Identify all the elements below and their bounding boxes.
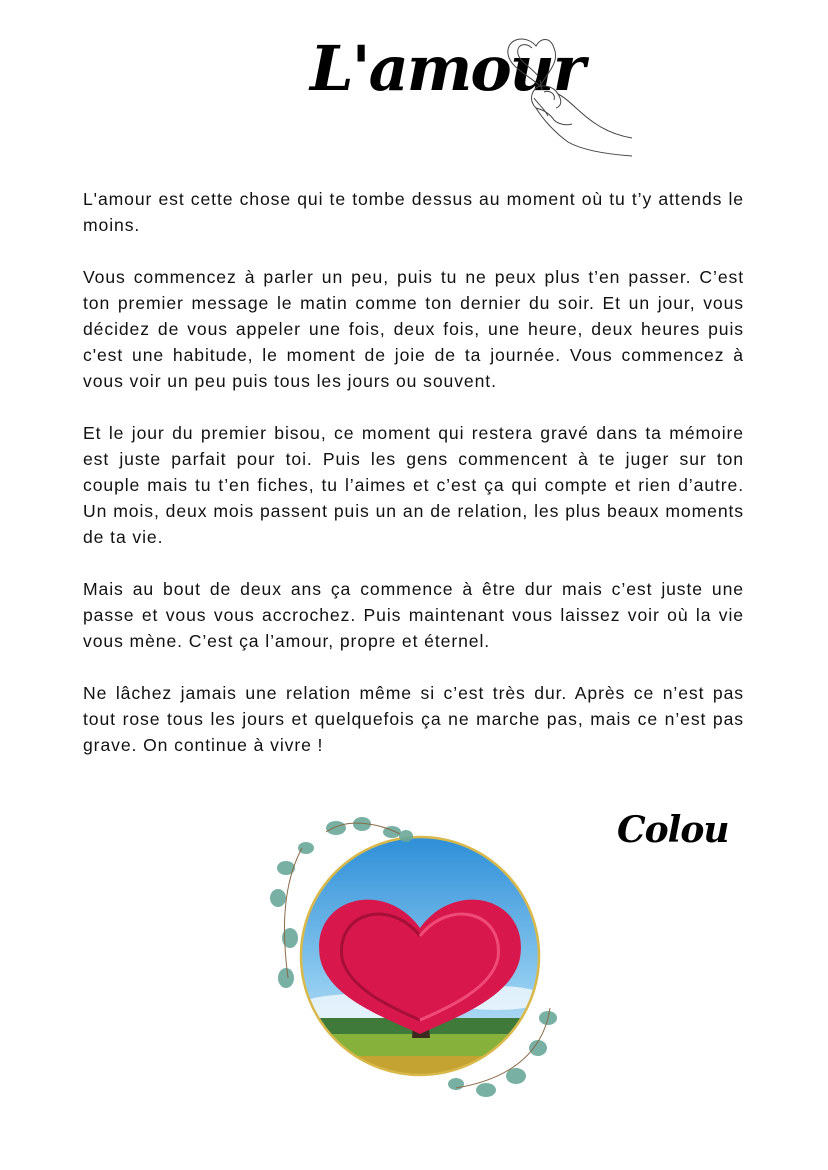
paragraph: Vous commencez à parler un peu, puis tu ne peux plus t’en passer. C’est ton premier message le matin comme ton dernier du soir. Et un jour, vous décidez de vous appeler une fois, deux fois, une heure, deux heures puis c'est une habitude, le moment de joie de ta journée. Vous commencez à vous voir un peu puis tous les jours ou souvent. — [83, 267, 744, 391]
heart-tree-icon — [266, 808, 566, 1100]
body-text — [83, 186, 744, 784]
paragraph: Mais au bout de deux ans ça commence à être dur mais c’est juste une passe et vous vous accrochez. Puis maintenant vous laissez voir où la vie vous mène. C’est ça l’amour, propre et éternel. — [83, 579, 744, 651]
signature: Colou — [617, 809, 729, 851]
paragraph: L'amour est cette chose qui te tombe dessus au moment où tu t’y attends le moins. — [83, 189, 744, 235]
paragraph: Et le jour du premier bisou, ce moment qui restera gravé dans ta mémoire est juste parfait pour toi. Puis les gens commencent à te juger sur ton couple mais tu t’en fiches, tu l’aimes et c’est ça qui compte et rien d’autre. Un mois, deux mois passent puis un an de relation, les plus beaux moments de ta vie. — [83, 423, 744, 547]
page-title: L'amour — [310, 32, 584, 105]
hand-heart-icon — [496, 28, 636, 158]
paragraph: Ne lâchez jamais une relation même si c’est très dur. Après ce n’est pas tout rose tous les jours et quelquefois ça ne marche pas, mais ce n’est pas grave. On continue à vivre ! — [83, 683, 744, 755]
